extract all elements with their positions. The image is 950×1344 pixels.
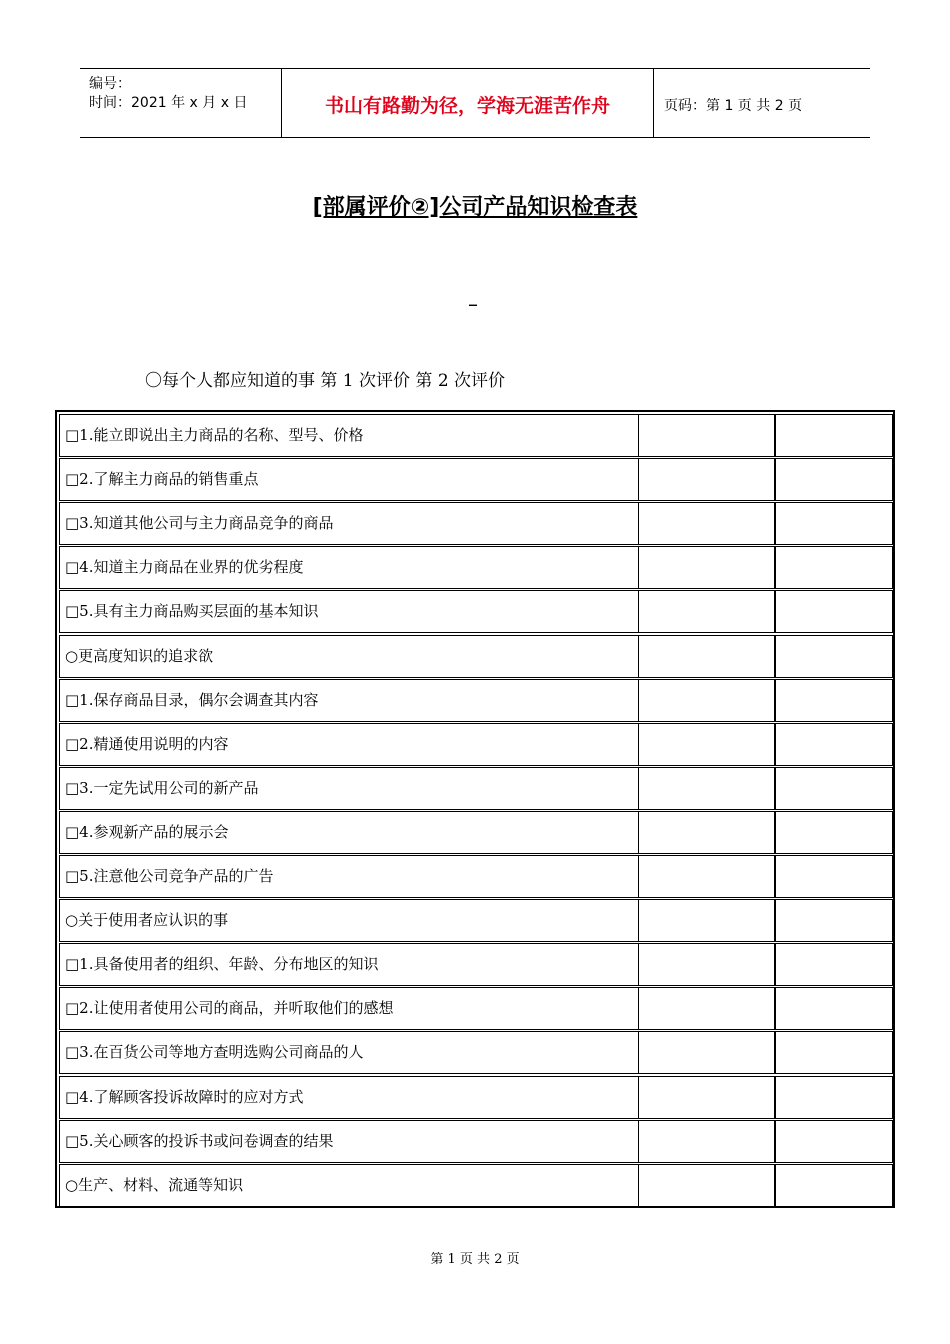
checklist-row (59, 546, 893, 589)
checklist-row (59, 767, 893, 810)
first-evaluation-cell[interactable] (638, 855, 775, 898)
second-evaluation-cell[interactable] (775, 502, 894, 545)
first-evaluation-cell[interactable] (638, 502, 775, 545)
checklist-row (59, 855, 893, 898)
checklist-item-label: □1.能立即说出主力商品的名称、型号、价格 (65, 426, 364, 444)
page-label: 页码：第 1 页 共 2 页 (664, 98, 803, 114)
second-evaluation-cell[interactable] (775, 811, 894, 854)
second-evaluation-cell[interactable] (775, 546, 894, 589)
checklist-row (59, 987, 893, 1030)
second-evaluation-cell[interactable] (775, 1164, 894, 1207)
checklist-item-label: □2.让使用者使用公司的商品，并听取他们的感想 (65, 999, 394, 1018)
checklist-row (59, 1120, 893, 1163)
header-meta-cell (80, 69, 282, 137)
checklist-row (59, 899, 893, 942)
checklist-row (59, 1031, 893, 1074)
checklist-row (59, 414, 893, 457)
second-evaluation-cell[interactable] (775, 987, 894, 1030)
first-evaluation-cell[interactable] (638, 1076, 775, 1119)
checklist-row (59, 590, 893, 633)
checklist-item-label: □1.保存商品目录，偶尔会调查其内容 (65, 690, 319, 709)
second-evaluation-cell[interactable] (775, 1120, 894, 1163)
motto: 书山有路勤为径，学海无涯苦作舟 (324, 95, 610, 117)
first-evaluation-cell[interactable] (638, 723, 775, 766)
checklist-item-label: ○更高度知识的追求欲 (65, 646, 214, 665)
checklist-item-label: □3.一定先试用公司的新产品 (65, 778, 259, 797)
checklist-item-label: □4.知道主力商品在业界的优劣程度 (65, 558, 304, 577)
first-evaluation-cell[interactable] (638, 414, 775, 457)
first-evaluation-cell[interactable] (638, 1164, 775, 1207)
checklist-item-label: □5.关心顾客的投诉书或问卷调查的结果 (65, 1131, 334, 1150)
checklist-row (59, 723, 893, 766)
checklist-row (59, 1076, 893, 1119)
checklist-item-label: □3.知道其他公司与主力商品竞争的商品 (65, 514, 334, 533)
second-evaluation-cell[interactable] (775, 723, 894, 766)
first-evaluation-cell[interactable] (638, 679, 775, 722)
first-evaluation-cell[interactable] (638, 943, 775, 986)
first-evaluation-cell[interactable] (638, 590, 775, 633)
second-evaluation-cell[interactable] (775, 1076, 894, 1119)
checklist-item-label: ○生产、材料、流通等知识 (65, 1175, 244, 1194)
checklist-table (55, 410, 895, 1208)
checklist-item-label: □3.在百货公司等地方查明选购公司商品的人 (65, 1043, 364, 1062)
checklist-row (59, 811, 893, 854)
page-header (80, 68, 870, 138)
second-evaluation-cell[interactable] (775, 943, 894, 986)
page-footer: 第 1 页 共 2 页 (430, 1252, 520, 1267)
checklist-row (59, 679, 893, 722)
second-evaluation-cell[interactable] (775, 899, 894, 942)
second-evaluation-cell[interactable] (775, 767, 894, 810)
first-evaluation-cell[interactable] (638, 987, 775, 1030)
checklist-row (59, 635, 893, 678)
first-evaluation-cell[interactable] (638, 546, 775, 589)
dash-mark: – (468, 292, 478, 316)
checklist-row (59, 458, 893, 501)
header-page-cell (654, 69, 870, 137)
time-label: 时间：2021 年 x 月 x 日 (89, 95, 248, 111)
second-evaluation-cell[interactable] (775, 458, 894, 501)
checklist-item-label: ○关于使用者应认识的事 (65, 911, 229, 930)
second-evaluation-cell[interactable] (775, 414, 894, 457)
checklist-row (59, 1164, 893, 1207)
checklist-item-label: □2.精通使用说明的内容 (65, 734, 229, 753)
first-evaluation-cell[interactable] (638, 811, 775, 854)
document-title: [部属评价②]公司产品知识检查表 (312, 195, 638, 220)
checklist-item-label: □4.了解顾客投诉故障时的应对方式 (65, 1087, 304, 1106)
second-evaluation-cell[interactable] (775, 635, 894, 678)
first-evaluation-cell[interactable] (638, 899, 775, 942)
second-evaluation-cell[interactable] (775, 679, 894, 722)
header-motto-cell (282, 69, 654, 137)
second-evaluation-cell[interactable] (775, 1031, 894, 1074)
checklist-item-label: □2.了解主力商品的销售重点 (65, 470, 259, 489)
checklist-row (59, 943, 893, 986)
second-evaluation-cell[interactable] (775, 590, 894, 633)
checklist-item-label: □1.具备使用者的组织、年龄、分布地区的知识 (65, 955, 379, 974)
first-evaluation-cell[interactable] (638, 767, 775, 810)
checklist-item-label: □4.参观新产品的展示会 (65, 822, 229, 841)
first-evaluation-cell[interactable] (638, 1031, 775, 1074)
checklist-row (59, 502, 893, 545)
first-evaluation-cell[interactable] (638, 458, 775, 501)
first-evaluation-cell[interactable] (638, 635, 775, 678)
checklist-item-label: □5.注意他公司竞争产品的广告 (65, 867, 274, 885)
section-intro: 〇每个人都应知道的事 第 1 次评价 第 2 次评价 (145, 371, 506, 391)
second-evaluation-cell[interactable] (775, 855, 894, 898)
checklist-item-label: □5.具有主力商品购买层面的基本知识 (65, 602, 319, 621)
first-evaluation-cell[interactable] (638, 1120, 775, 1163)
number-label: 编号： (89, 76, 131, 92)
